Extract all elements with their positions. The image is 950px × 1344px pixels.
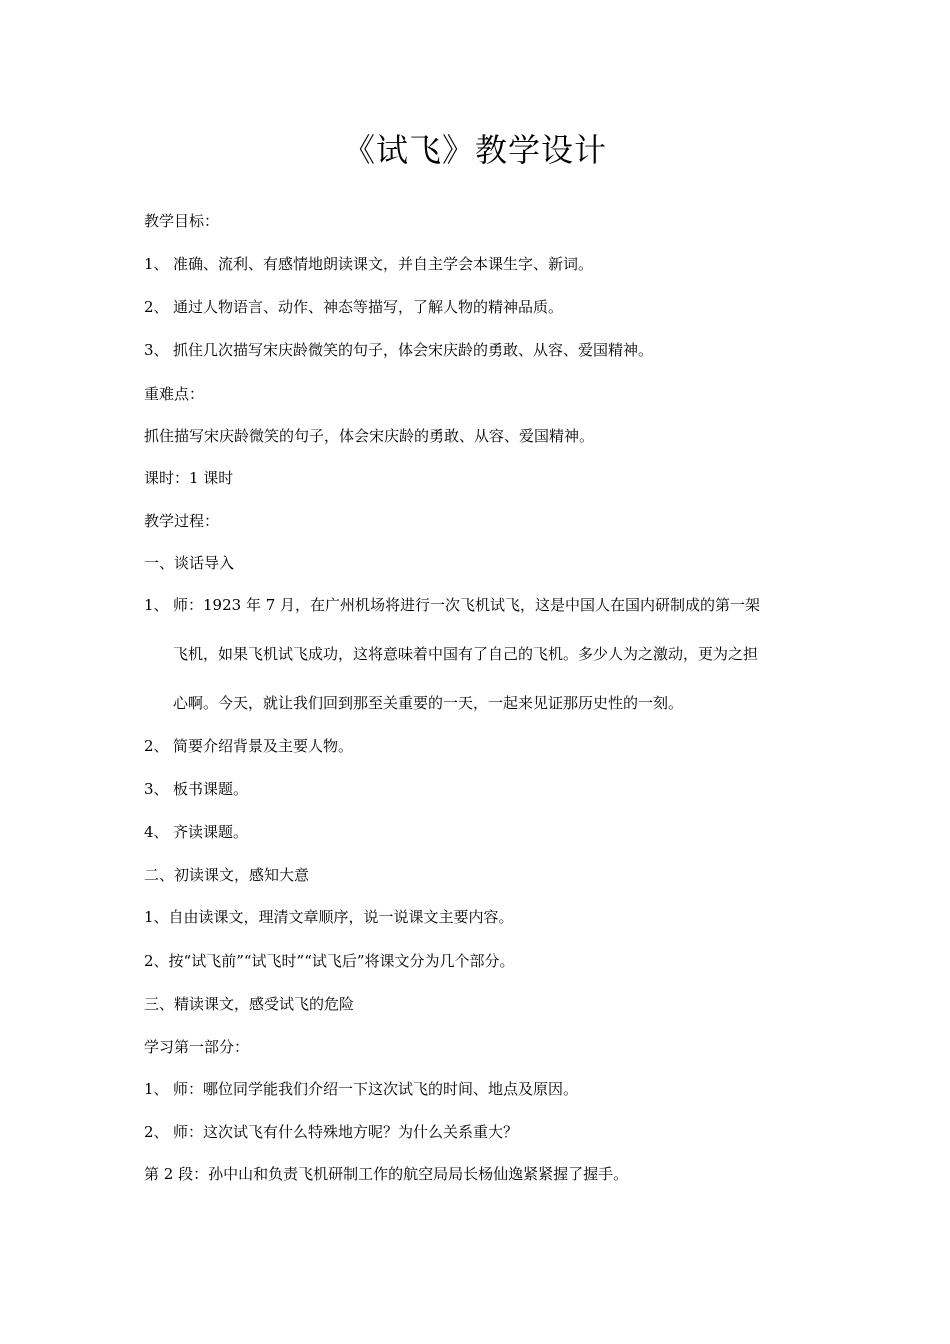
item-text: 师：哪位同学能我们介绍一下这次试飞的时间、地点及原因。 [173, 1080, 579, 1098]
objective-item-3 [144, 339, 653, 361]
item-text: 简要介绍背景及主要人物。 [173, 737, 354, 755]
section-1-item-3 [144, 778, 248, 800]
item-text-line-1: 师：1923 年 7 月，在广州机场将进行一次飞机试飞，这是中国人在国内研制成的第一架 [173, 596, 761, 614]
objective-item-2 [144, 296, 563, 318]
item-text: 齐读课题。 [173, 823, 249, 841]
objective-item-1 [144, 253, 593, 275]
section-2-item-2: 2、按“试飞前”“试飞时”“试飞后”将课文分为几个部分。 [144, 952, 515, 970]
item-number: 1、 [144, 596, 169, 614]
section-3-item-1 [144, 1078, 578, 1100]
difficulty-text: 抓住描写宋庆龄微笑的句子，体会宋庆龄的勇敢、从容、爱国精神。 [144, 427, 595, 445]
section-2-heading: 二、初读课文，感知大意 [144, 866, 310, 884]
class-hours: 课时：1 课时 [144, 469, 234, 487]
objective-text: 准确、流利、有感情地朗读课文，并自主学会本课生字、新词。 [173, 255, 594, 273]
objective-text: 通过人物语言、动作、神态等描写，了解人物的精神品质。 [173, 298, 564, 316]
objective-number: 3、 [144, 341, 169, 359]
section-1-item-4 [144, 821, 248, 843]
section-1-heading: 一、谈话导入 [144, 554, 235, 572]
item-number: 2、 [144, 737, 169, 755]
section-1-item-1-line-2: 飞机，如果飞机试飞成功，这将意味着中国有了自己的飞机。多少人为之激动，更为之担 [173, 645, 759, 663]
item-number: 2、 [144, 1123, 169, 1141]
item-text: 板书课题。 [173, 780, 249, 798]
objective-number: 2、 [144, 298, 169, 316]
difficulty-heading: 重难点： [144, 385, 205, 403]
section-3-paragraph-2: 第 2 段：孙中山和负责飞机研制工作的航空局局长杨仙逸紧紧握了握手。 [144, 1165, 629, 1183]
item-text: 师：这次试飞有什么特殊地方呢？为什么关系重大？ [173, 1123, 519, 1141]
section-3-heading: 三、精读课文，感受试飞的危险 [144, 995, 355, 1013]
section-2-item-1: 1、自由读课文，理清文章顺序，说一说课文主要内容。 [144, 908, 514, 926]
section-3-subheading: 学习第一部分： [144, 1038, 250, 1056]
objective-text: 抓住几次描写宋庆龄微笑的句子，体会宋庆龄的勇敢、从容、爱国精神。 [173, 341, 654, 359]
section-1-item-2 [144, 735, 353, 757]
item-number: 1、 [144, 1080, 169, 1098]
item-number: 4、 [144, 823, 169, 841]
objectives-heading: 教学目标： [144, 212, 220, 230]
process-heading: 教学过程： [144, 512, 220, 530]
section-3-item-2 [144, 1121, 518, 1143]
objective-number: 1、 [144, 255, 169, 273]
item-number: 3、 [144, 780, 169, 798]
section-1-item-1 [144, 594, 760, 616]
section-1-item-1-line-3: 心啊。今天，就让我们回到那至关重要的一天，一起来见证那历史性的一刻。 [173, 694, 684, 712]
document-title: 《试飞》教学设计 [342, 131, 607, 169]
